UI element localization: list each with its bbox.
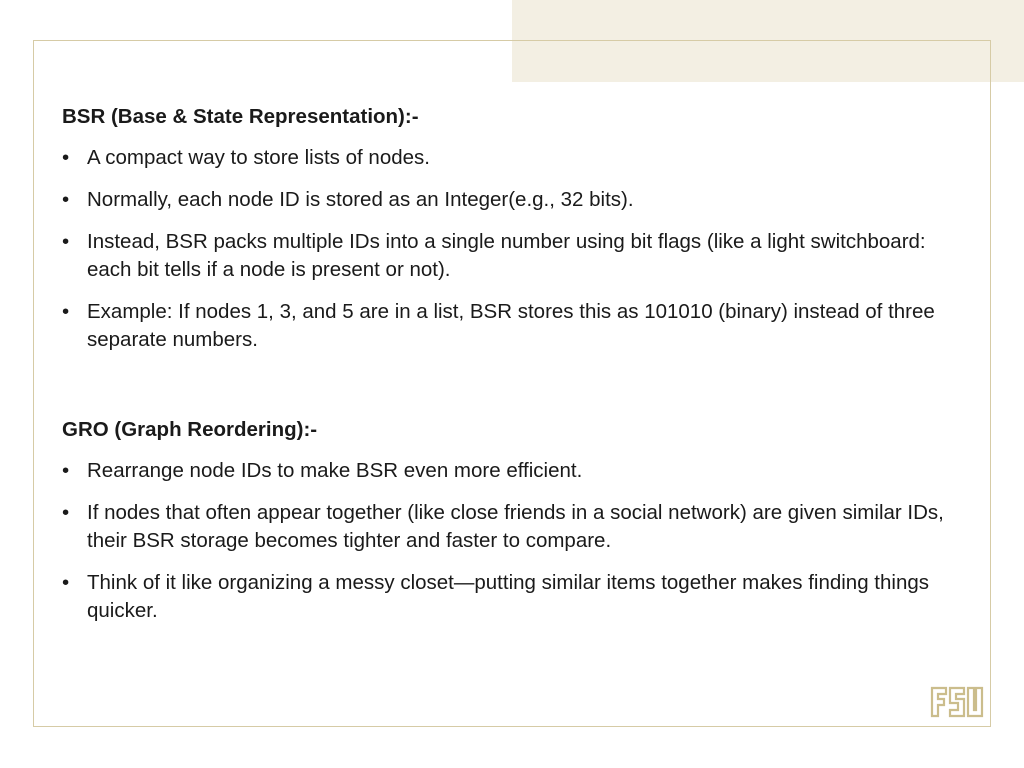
bsr-bullet-list (62, 144, 962, 354)
bullet-dot: • (62, 501, 70, 524)
gro-bullet-item (62, 457, 962, 485)
gro-bullet-item (62, 499, 962, 555)
bullet-dot: • (62, 300, 70, 323)
bullet-text: Instead, BSR packs multiple IDs into a single number using bit flags (like a light switchboard: each bit tells if a node is present or not). (87, 230, 926, 281)
bullet-text: Normally, each node ID is stored as an Integer(e.g., 32 bits). (87, 188, 634, 211)
bullet-dot: • (62, 146, 70, 169)
bullet-dot: • (62, 459, 70, 482)
bullet-text: A compact way to store lists of nodes. (87, 146, 430, 169)
bullet-dot: • (62, 571, 70, 594)
bullet-text: Think of it like organizing a messy closet—putting similar items together makes finding things quicker. (87, 571, 930, 622)
bullet-text: Rearrange node IDs to make BSR even more efficient. (87, 459, 583, 482)
bullet-dot: • (62, 230, 70, 253)
section-spacer (62, 368, 962, 416)
bsr-bullet-item (62, 144, 962, 172)
bsr-bullet-item (62, 298, 962, 354)
bsr-heading: BSR (Base & State Representation):- (62, 105, 419, 128)
bullet-dot: • (62, 188, 70, 211)
bsr-bullet-item (62, 186, 962, 214)
bsr-bullet-item (62, 228, 962, 284)
fsu-logo-icon (930, 686, 984, 718)
bullet-text: If nodes that often appear together (like close friends in a social network) are given similar IDs, their BSR storage becomes tighter and faster to compare. (87, 501, 944, 552)
bullet-text: Example: If nodes 1, 3, and 5 are in a list, BSR stores this as 101010 (binary) instead of three separate numbers. (87, 300, 935, 351)
gro-heading: GRO (Graph Reordering):- (62, 418, 318, 441)
gro-bullet-item (62, 569, 962, 625)
slide-content (62, 103, 962, 639)
gro-bullet-list (62, 457, 962, 625)
